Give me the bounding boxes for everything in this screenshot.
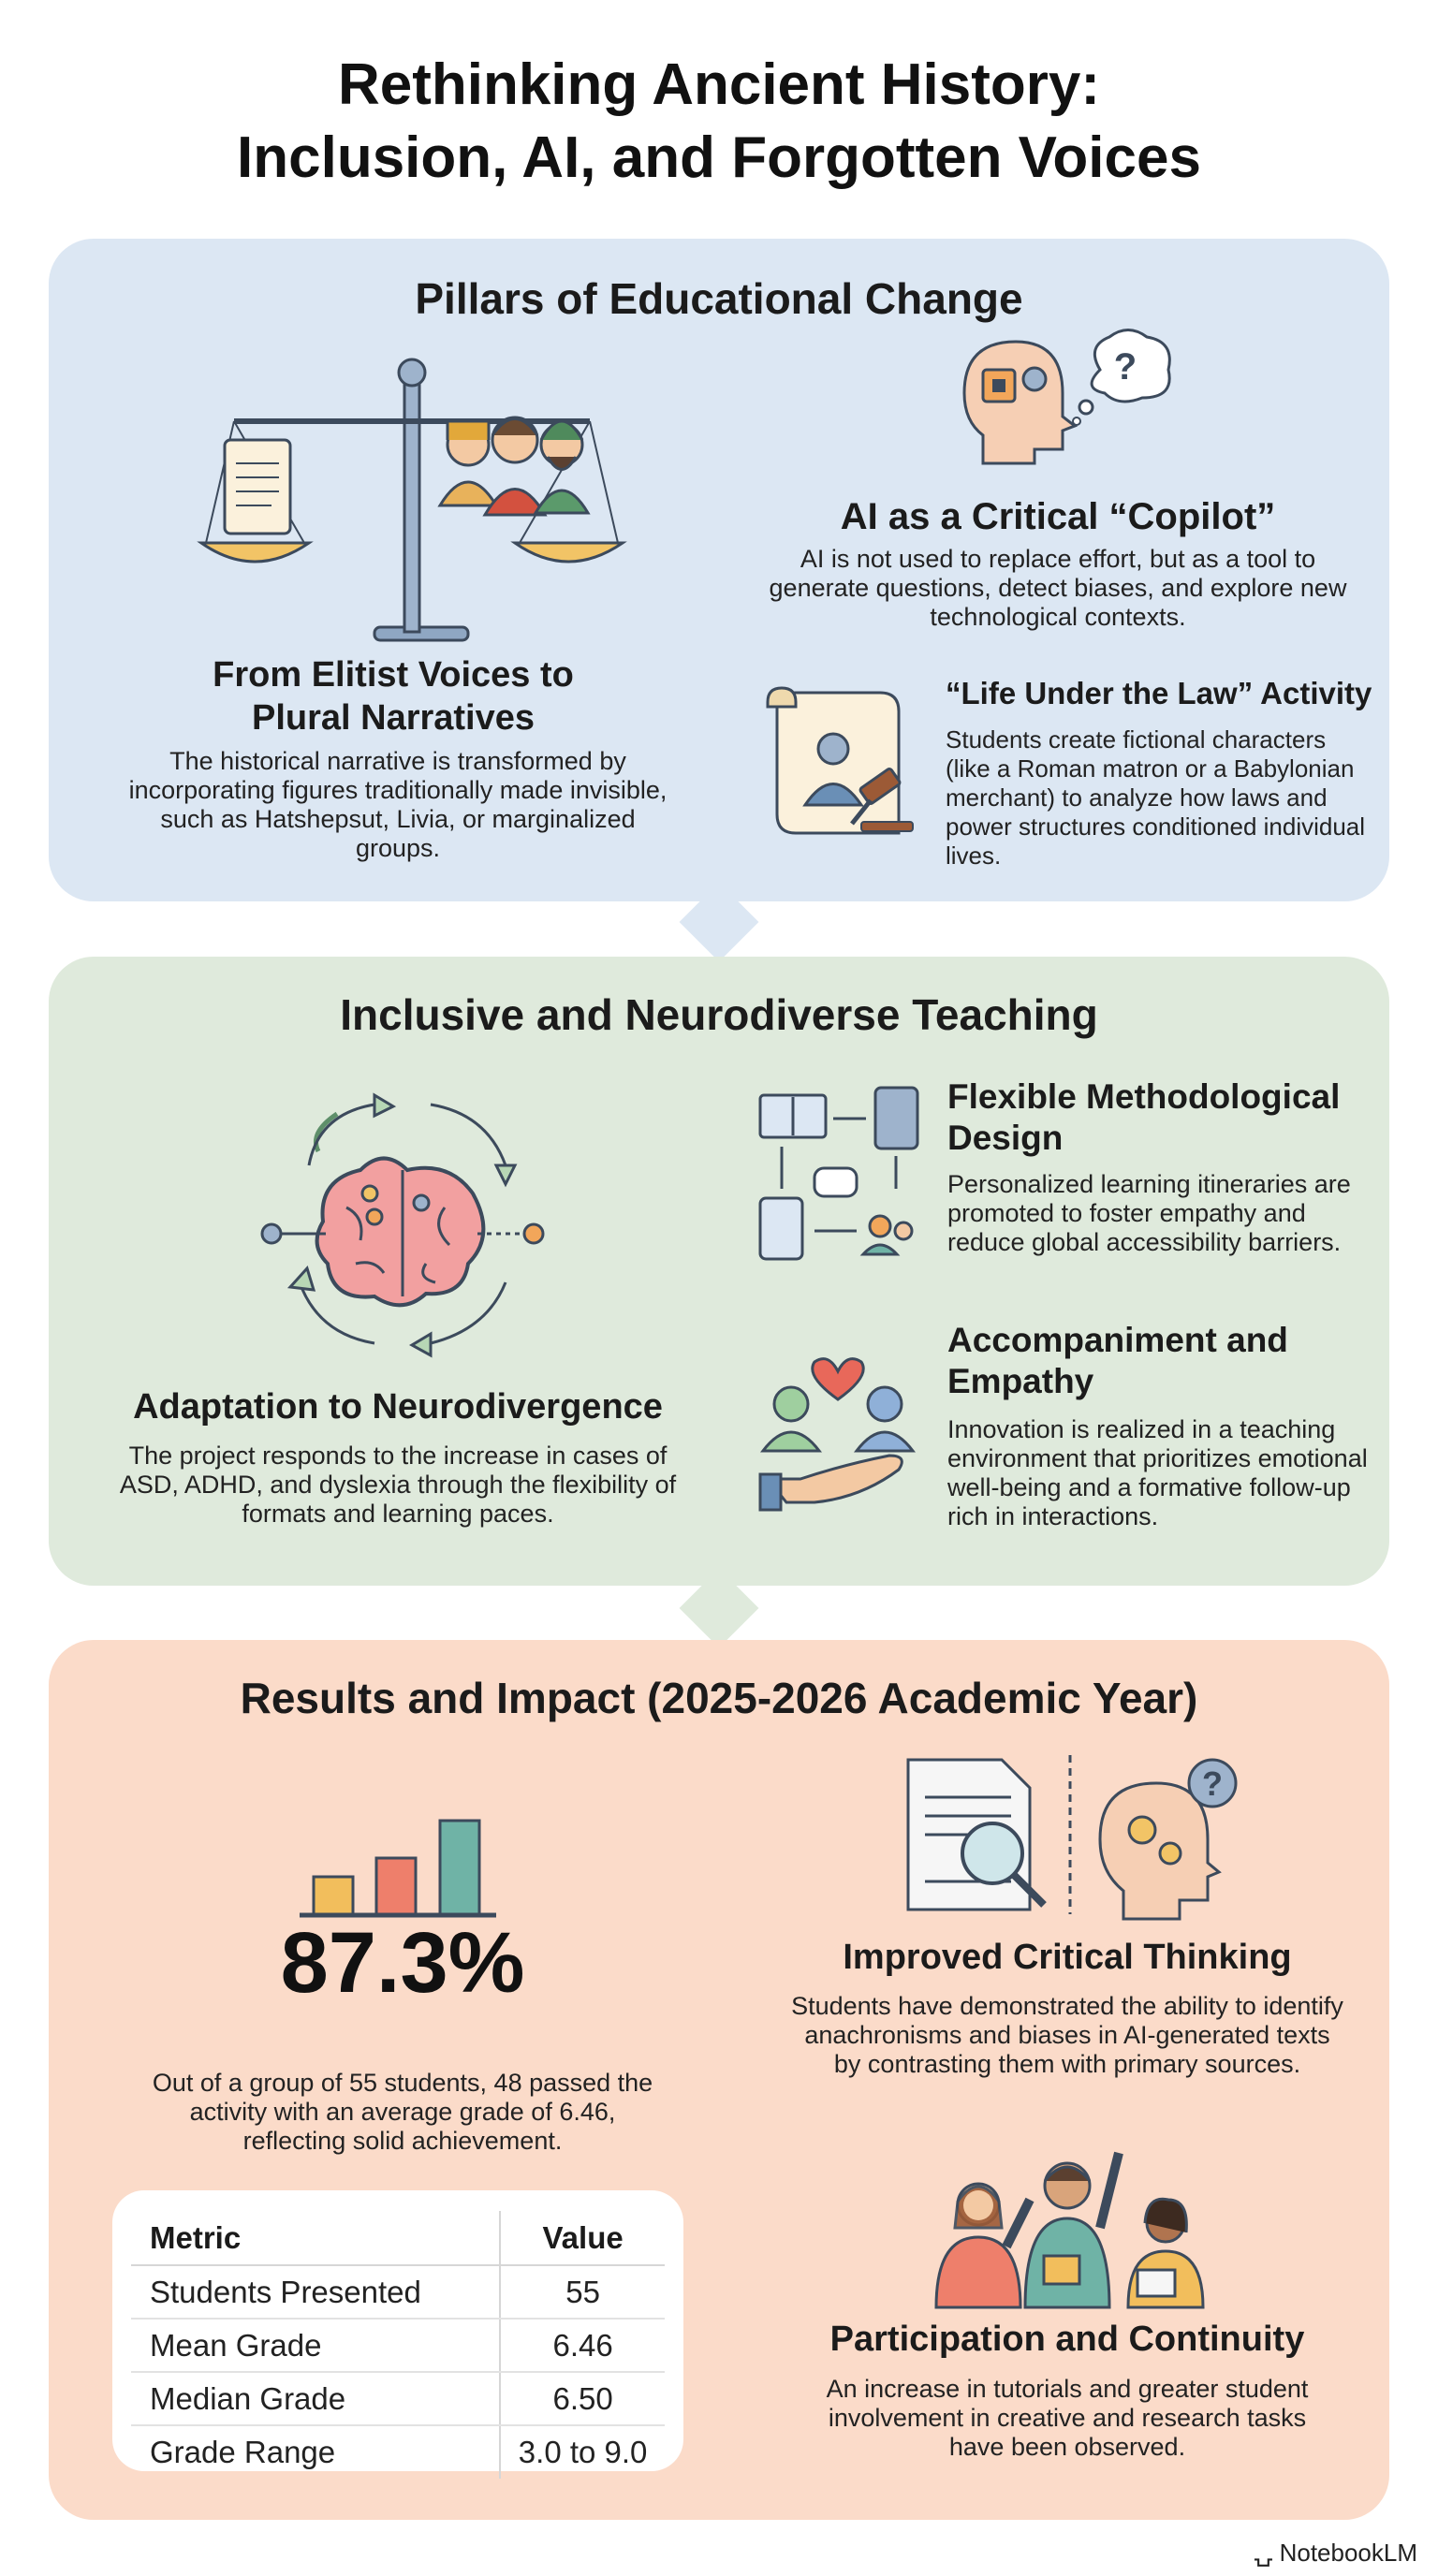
page-title-line1: Rethinking Ancient History: [337,52,1101,117]
law-scroll-icon [758,683,927,852]
plural-narratives-text: The historical narrative is transformed by incorporating figures traditionally made invisible, such as Hatshepsut, Livia, or marginalized groups. [128,747,668,862]
table-cell-metric: Grade Range [150,2435,336,2469]
results-table-card [112,2190,683,2471]
page-title [0,49,1438,195]
copilot-heading: AI as a Critical “Copilot” [840,496,1276,537]
life-under-law-heading: “Life Under the Law” Activity [946,676,1372,710]
pass-rate-stat: 87.3% [280,1915,525,2011]
svg-text:?: ? [1113,346,1137,388]
notebooklm-logo-icon: ⍽ [1254,2539,1273,2567]
pass-rate-text: Out of a group of 55 students, 48 passed the activity with an average grade of 6.46, reflecting solid achievement. [152,2069,653,2155]
table-row [131,2372,665,2425]
learning-path-icon [758,1086,927,1264]
brain-icon [253,1076,552,1367]
ai-head-icon [946,328,1180,468]
document-analysis-icon [899,1750,1255,1938]
table-header-metric: Metric [131,2211,500,2265]
life-under-law-text: Students create fictional characters (like a Roman matron or a Babylonian merchant) to analyze how laws and power structures conditioned individual lives. [946,725,1366,870]
table-row [131,2265,665,2319]
empathy-icon [758,1348,917,1512]
participation-people-icon [927,2144,1217,2307]
table-header-value: Value [500,2211,665,2265]
scales-icon [187,346,637,646]
accompaniment-heading-line2: Empathy [947,1362,1094,1400]
table-header-row [131,2211,665,2265]
accompaniment-heading [947,1320,1378,1402]
notebooklm-brand-label: NotebookLM [1279,2539,1417,2567]
page-title-line2: Inclusion, AI, and Forgotten Voices [237,125,1201,190]
accompaniment-text: Innovation is realized in a teaching environment that prioritizes emotional well-being and a formative follow-up rich in interactions. [947,1415,1368,1530]
table-row [131,2319,665,2372]
critical-thinking-heading: Improved Critical Thinking [843,1938,1292,1977]
flexible-design-heading-line2: Design [947,1119,1064,1157]
table-cell-value: 6.46 [500,2319,665,2372]
table-cell-value: 3.0 to 9.0 [500,2425,665,2479]
table-row [131,2425,665,2479]
plural-narratives-heading [112,653,674,739]
plural-narratives-heading-line1: From Elitist Voices to [213,655,574,695]
section-title-results: Results and Impact (2025-2026 Academic Year) [240,1674,1198,1722]
copilot-text: AI is not used to replace effort, but as a tool to generate questions, detect biases, and explore new technological contexts. [769,545,1347,631]
critical-thinking-text: Students have demonstrated the ability to identify anachronisms and biases in AI-generated texts by contrasting them with primary sources. [791,1992,1343,2078]
flexible-design-heading [947,1076,1378,1159]
table-cell-metric: Median Grade [131,2372,500,2425]
notebooklm-brand [1255,2539,1417,2568]
plural-narratives-heading-line2: Plural Narratives [251,698,536,738]
neurodivergence-text: The project responds to the increase in cases of ASD, ADHD, and dyslexia through the flexibility of formats and learning paces. [119,1442,677,1528]
flexible-design-heading-line1: Flexible Methodological [947,1077,1341,1116]
results-table [131,2211,665,2479]
table-cell-metric: Mean Grade [131,2319,500,2372]
svg-text:?: ? [1202,1764,1223,1803]
accompaniment-heading-line1: Accompaniment and [947,1321,1288,1359]
participation-text: An increase in tutorials and greater student involvement in creative and research tasks have been observed. [826,2375,1309,2461]
section-title-pillars: Pillars of Educational Change [415,274,1023,323]
section-title-inclusive: Inclusive and Neurodiverse Teaching [340,990,1098,1039]
bar-chart-icon [300,1816,496,1919]
table-cell-value: 55 [500,2265,665,2319]
flexible-design-text: Personalized learning itineraries are promoted to foster empathy and reduce global accessibility barriers. [947,1170,1351,1256]
participation-heading: Participation and Continuity [829,2320,1305,2359]
table-cell-value: 6.50 [500,2372,665,2425]
neurodivergence-heading: Adaptation to Neurodivergence [133,1387,663,1427]
table-cell-metric: Students Presented [131,2265,500,2319]
